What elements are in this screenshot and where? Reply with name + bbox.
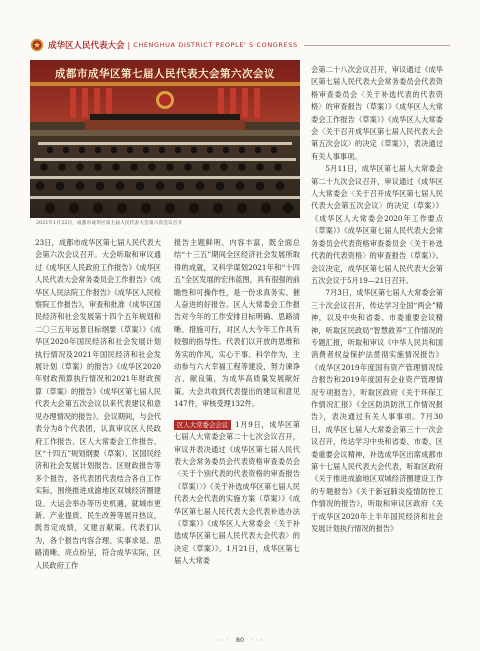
paragraph-standing-committee: [174, 419, 300, 568]
paragraph: 7月3日，成华区第七届人大常委会第三十次会议召开，传达学习全国“两会”精神，以及中央和省委、市委重要会议精神，听取区民政局“智慧救养”工作情况的专题汇报，听取和审议《中华人民共和国消费者权益保护法贯彻实施情况报告》《成华区2019年度国有资产管理情况综合报告和2019年度国有企业资产管理情况专项报告》，听取区政府《关于环保工作情况汇报》《全区防洪防汛工作情况报告》，表决通过有关人事事项。7月30日，成华区七届人大常委会第三十一次会议召开，传达学习中央和省委、市委、区委重要会议精神，补选成华区出席成都市第十七届人民代表大会代表，听取区政府《关于推进成渝地区双城经济圈建设工作的专题报告》《关于新冠肺炎疫情防控工作情况的报告》，听取和审议区政府《关于成华区2020年上半年国民经济和社会发展计划执行情况的报告》: [311, 288, 443, 534]
photo-banner-text: 成都市成华区第七届人民代表大会第六次会议: [55, 68, 275, 80]
paragraph: 会第二十八次会议召开，审议通过《成华区第七届人民代表大会常务委员会代表资格审查委员会〈关于补选代表的代表资格〉的审查报告（草案）》《成华区人大常委会工作报告（草案）》《成华区人大常委会〈关于召开成华区第七届人民代表大会第五次会议〉的决定（草案）》，表决通过有关人事事项。: [311, 65, 443, 161]
header-rule: [304, 45, 450, 46]
paragraph: 23日，成都市成华区第七届人民代表大会第六次会议召开。大会听取和审议通过《成华区人民政府工作报告》《成华区人民代表大会常务委员会工作报告》《成华区人民法院工作报告》《成华区人民检察院工作报告》，审查和批准《成华区国民经济和社会发展第十四个五年规划和二〇三五年远景目标纲要（草案）》《成华区2020年国民经济和社会发展计划执行情况及2021年国民经济和社会发展计划（草案）的报告》《成华区2020年财政预算执行情况和2021年财政预算（草案）的报告》《成华区第七届人民代表大会第五次会议以来代表建议和意见办理情况的报告》。会议期间，与会代表分为8个代表团，认真审议区人民政府工作报告、区人大常委会工作报告、区“十四五”规划纲要（草案）、区国民经济和社会发展计划报告、区财政报告等多个报告，各代表团代表结合各自工作实际，围绕推进成渝地区双城经济圈建设、大运会举办等历史机遇，就城市更新、产业提质、民生改善等展开热议，既肯定成绩，又建言献策。代表们认为，各个报告内容合理、实事求是、思路清晰、亮点纷呈，符合成华实际，区人民政府工作: [35, 238, 161, 570]
congress-emblem-icon: [30, 38, 44, 52]
article-column-right: [311, 64, 443, 535]
article-column-left: [35, 237, 161, 572]
paragraph: 报告主题鲜明、内容丰富，既全面总结“十三五”期间全区经济社会发展所取得的成就，又科学谋划2021年和“十四五”全区发展的宏伟蓝图，具有很强的前瞻性和可操作性，是一份求真务实、催人奋进的好报告。区人大常委会工作报告对今年的工作安排目标明确、思路清晰、措施可行，对区人大今年工作具有较强的指导性。代表们以开放的思维和务实的作风，实心干事、科学作为，主动参与六大幸福工程等建设，努力谏诤言、献良策，为成华高质量发展献好策。大会共收到代表提出的建议和意见147件，审核受理132件。: [174, 238, 300, 409]
footer-ornament-right: ◦◦◦: [250, 636, 265, 644]
section-tag: 区人大常委会会议: [174, 420, 231, 430]
header-english-title: CHENGHUA DISTRICT PEOPLE' S CONGRESS: [133, 41, 298, 49]
photo-caption: 2021年1月22日，成都市成华区第七届人民代表大会第六次会议召开: [36, 221, 183, 226]
footer-ornament-left: ◦◦◦: [215, 636, 230, 644]
header-title: 成华区人民代表大会: [48, 41, 125, 51]
page-header: [30, 36, 450, 54]
page-footer: [0, 636, 480, 644]
session-photo: [30, 60, 300, 218]
article-column-middle: [174, 237, 300, 568]
paragraph: 5月11日，成华区第七届人大常委会第二十九次会议召开，审议通过《成华区人大常委会〈关于召开成华区第七届人民代表大会第五次会议〉的决定（草案）》《成华区人大常委会2020年工作要点（草案）》《成华区第七届人民代表大会常务委员会代表资格审查委员会〈关于补选代表的代表资格〉的审查报告（草案）》。会议决定，成华区第七届人民代表大会第五次会议于5月19—21日召开。: [311, 164, 443, 285]
page-number: 80: [235, 636, 245, 644]
header-separator: |: [127, 40, 131, 50]
session-photo-illustration: [30, 60, 300, 218]
paragraph-text: 1月9日，成华区第七届人大常委会第二十七次会议召开，审议并表决通过《成华区第七届人民代表大会常务委员会代表资格审查委员会〈关于个别代表的代表资格的审查报告（草案）〉》《关于补选成华区第七届人民代表大会代表的实施方案（草案）》《成华区第七届人民代表大会代表补选办法（草案）》《成华区人大常委会〈关于补选成华区第七届人民代表大会代表〉的决定（草案）》。1月21日，成华区第七届人大常委: [174, 419, 300, 566]
